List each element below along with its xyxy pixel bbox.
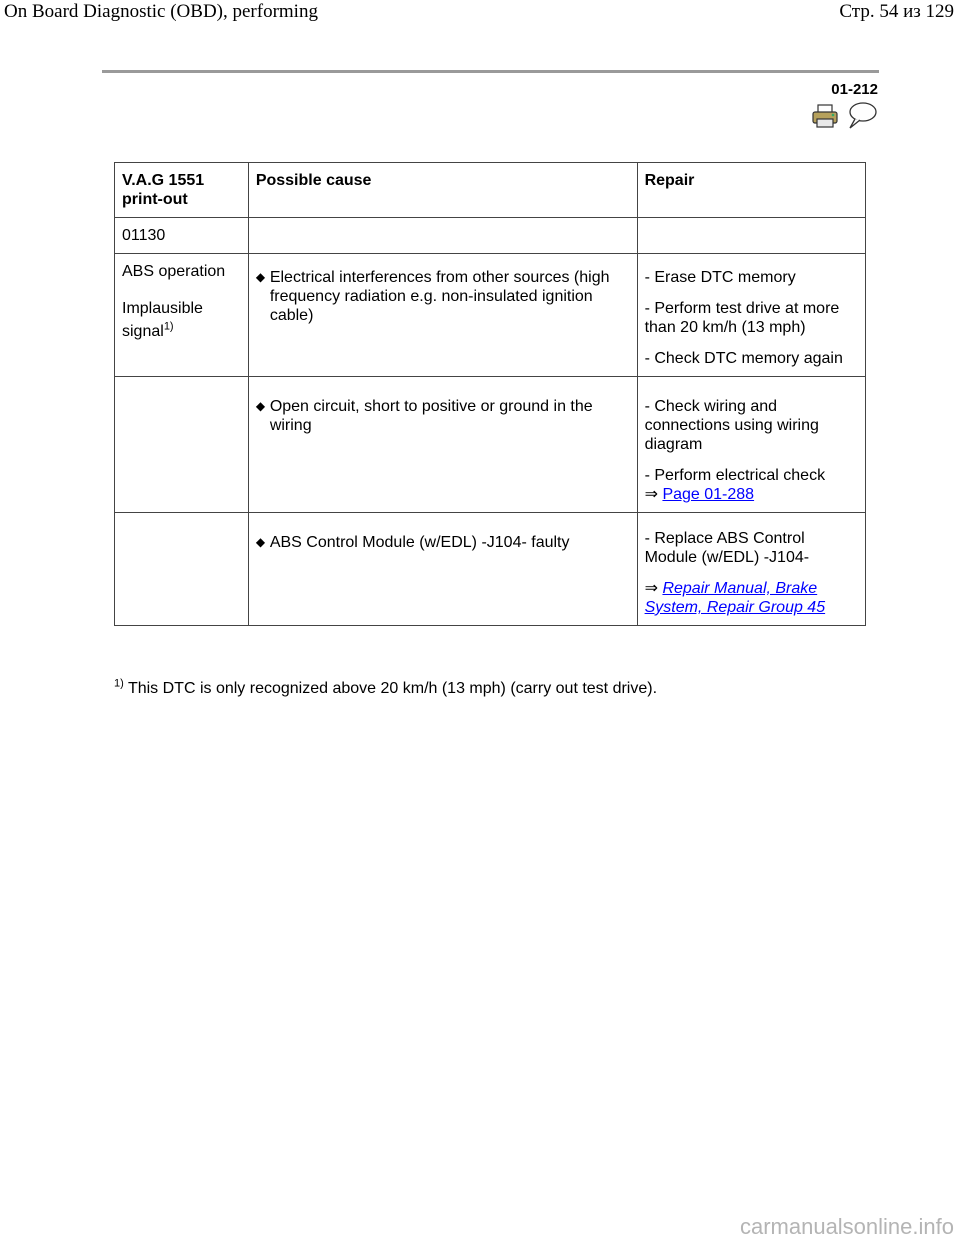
printout-cell (115, 254, 249, 377)
column-header-repair: Repair (637, 163, 865, 218)
repair-manual-link[interactable]: Repair Manual, Brake System, Repair Group 45 (644, 580, 826, 616)
repair-step: - Perform test drive at more than 20 km/h (13 mph) (644, 300, 840, 336)
diamond-bullet-icon: ◆ (255, 535, 266, 549)
header-rule (102, 70, 879, 73)
footnote-ref[interactable]: 1) (163, 320, 174, 333)
table-row (115, 254, 866, 377)
printer-icon[interactable] (812, 104, 838, 133)
page-number: 01-212 (831, 81, 878, 98)
dtc-code: 01130 (115, 218, 249, 254)
empty-cell (115, 377, 249, 513)
diamond-bullet-icon: ◆ (255, 399, 266, 413)
cause-text: Open circuit, short to positive or ground in the wiring (269, 398, 593, 434)
page-link[interactable]: Page 01-288 (662, 486, 755, 503)
repair-step: - Check DTC memory again (644, 350, 843, 367)
dtc-table (114, 162, 866, 626)
cause-item (256, 533, 630, 552)
cause-cell (248, 254, 637, 377)
table-row (115, 218, 866, 254)
empty-cell (637, 218, 865, 254)
repair-link-line (645, 579, 858, 617)
footnote (114, 677, 658, 698)
document-title: On Board Diagnostic (OBD), performing (4, 1, 318, 22)
cause-cell (248, 513, 637, 626)
cause-text: Electrical interferences from other sources (high frequency radiation e.g. non-insulated ignition cable) (269, 269, 610, 324)
table-header-row (115, 163, 866, 218)
printout-line: Implausible (122, 300, 203, 317)
column-header-cause: Possible cause (248, 163, 637, 218)
empty-cell (115, 513, 249, 626)
cause-cell (248, 377, 637, 513)
diamond-bullet-icon: ◆ (255, 270, 266, 284)
footnote-mark: 1) (114, 677, 124, 690)
repair-step: - Erase DTC memory (644, 269, 796, 286)
repair-step-text: - Perform electrical check (644, 467, 826, 484)
repair-cell (637, 254, 865, 377)
toolbar-icons (812, 101, 882, 131)
printout-line: signal (122, 323, 164, 340)
printout-line-with-footnote (122, 322, 241, 341)
speech-bubble-icon[interactable] (846, 101, 878, 134)
printout-line: ABS operation (122, 263, 226, 280)
repair-cell (637, 513, 865, 626)
page-counter: Стр. 54 из 129 (839, 1, 954, 22)
cause-item (256, 397, 630, 435)
arrow-icon: ⇒ (644, 486, 658, 503)
repair-cell (637, 377, 865, 513)
repair-step: - Replace ABS Control Module (w/EDL) -J104- (644, 530, 810, 566)
footnote-text: This DTC is only recognized above 20 km/h (13 mph) (carry out test drive). (127, 680, 658, 697)
repair-step: - Check wiring and connections using wiring diagram (644, 398, 819, 453)
cause-item (256, 268, 630, 325)
table-row (115, 377, 866, 513)
empty-cell (248, 218, 637, 254)
arrow-icon: ⇒ (644, 580, 658, 597)
column-header-printout: V.A.G 1551 print-out (115, 163, 249, 218)
cause-text: ABS Control Module (w/EDL) -J104- faulty (269, 534, 570, 551)
repair-step (645, 466, 858, 504)
table-row (115, 513, 866, 626)
watermark: carmanualsonline.info (739, 1214, 954, 1239)
